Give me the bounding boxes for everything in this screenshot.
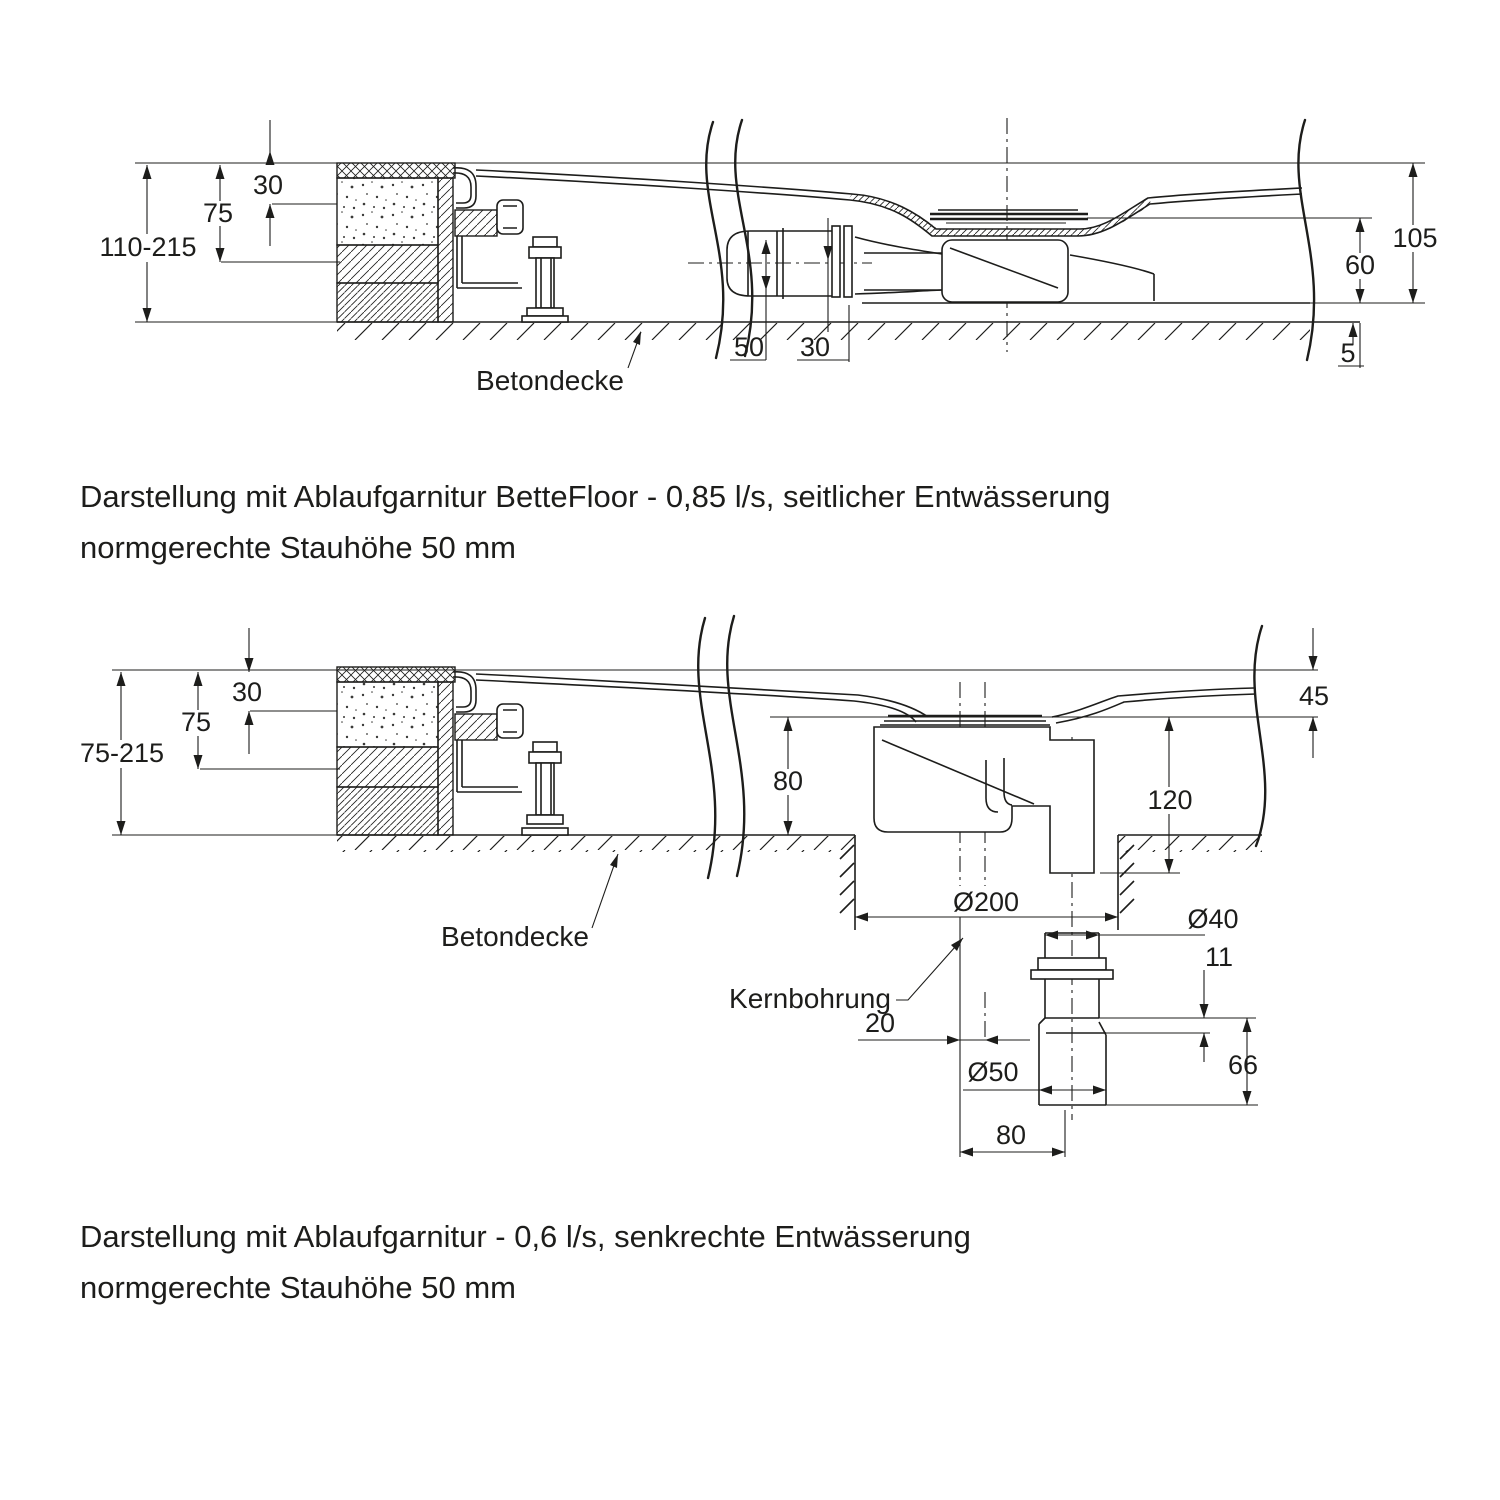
dim-pipe-upper: Ø40 (1187, 904, 1239, 934)
dim-overall-height: 110-215 (99, 232, 197, 262)
caption-lower-line1: Darstellung mit Ablaufgarnitur - 0,6 l/s, senkrechte Entwässerung (80, 1219, 971, 1254)
section-linework (337, 168, 1360, 322)
dim-screed: 75 (202, 198, 234, 228)
caption-upper-line2: normgerechte Stauhöhe 50 mm (80, 530, 516, 565)
dim-insertion: 11 (1204, 942, 1234, 972)
dim-pipe-offset: 30 (799, 332, 831, 362)
dimension-arrows (143, 151, 1418, 345)
dim-drain-body: 60 (1344, 250, 1376, 280)
label-concrete-slab-2: Betondecke (441, 921, 589, 952)
dim-overall-height-2: 75-215 (79, 738, 165, 768)
dim-rim: 45 (1298, 681, 1330, 711)
dim-pipe-height: 50 (733, 332, 765, 362)
floor-hatching-left (337, 836, 855, 852)
caption-upper-line1: Darstellung mit Ablaufgarnitur BetteFloor - 0,85 l/s, seitlicher Entwässerung (80, 479, 1111, 514)
dim-top-layer: 30 (252, 170, 284, 200)
dim-center-offset: 20 (864, 1008, 896, 1038)
caption-lower (80, 1211, 971, 1313)
floor-hatching-right (1118, 836, 1262, 852)
drain-grate (930, 214, 1088, 219)
dim-top-layer-2: 30 (231, 677, 263, 707)
dim-total-right: 105 (1392, 223, 1438, 253)
label-concrete-slab: Betondecke (476, 365, 624, 396)
dimension-arrows-2 (117, 656, 1318, 1157)
dim-core-bore: Ø200 (952, 887, 1020, 917)
dim-pipe-lower: Ø50 (967, 1057, 1019, 1087)
diagram-vertical-drain (0, 560, 1500, 1210)
dim-outlet-depth: 120 (1147, 785, 1193, 815)
wall-section-2 (337, 667, 497, 835)
caption-lower-line2: normgerechte Stauhöhe 50 mm (80, 1270, 516, 1305)
dim-horizontal-offset: 80 (995, 1120, 1027, 1150)
diagram-lateral-drain (0, 0, 1500, 480)
dim-bottom-gap: 5 (1340, 338, 1356, 368)
caption-upper (80, 471, 1110, 573)
dim-fitting-height: 66 (1227, 1050, 1259, 1080)
wall-section (337, 163, 497, 322)
label-core-drilling: Kernbohrung (729, 983, 891, 1014)
dim-screed-2: 75 (180, 707, 212, 737)
dimension-lines-2 (112, 628, 1318, 1157)
dim-clearance: 80 (772, 766, 804, 796)
